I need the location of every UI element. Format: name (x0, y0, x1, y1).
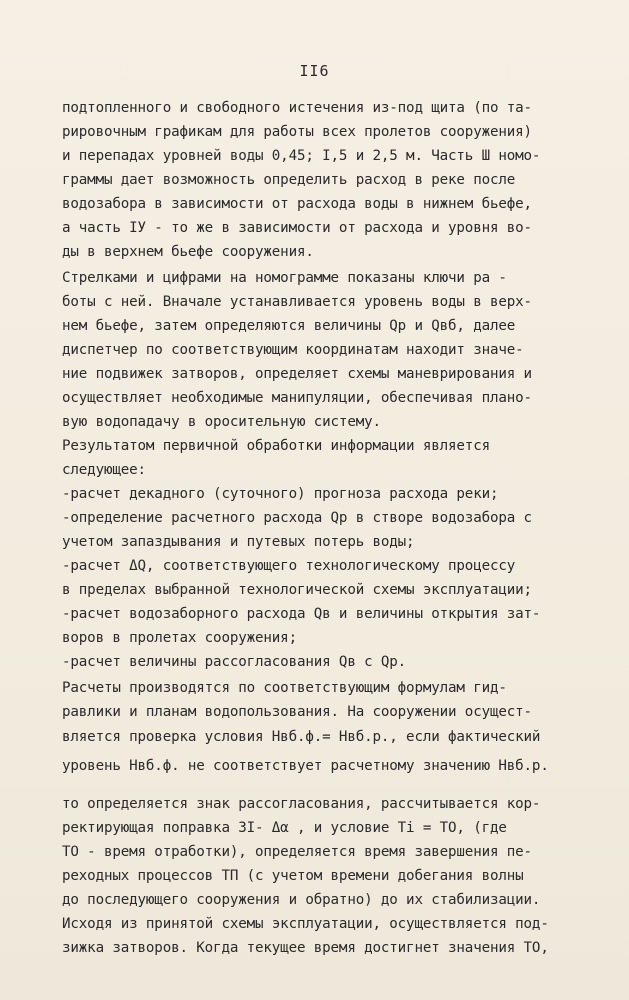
text-line: до последующего сооружения и обратно) до их стабилизации. (62, 892, 541, 908)
text-line: зижка затворов. Когда текущее время достигнет значения ТО, (62, 940, 549, 956)
text-line: рировочным графикам для работы всех пролетов сооружения) (62, 124, 532, 140)
text-line: осуществляет необходимые манипуляции, обеспечивая плано- (62, 390, 532, 406)
text-line: реходных процессов ТП (с учетом времени добегания волны (62, 868, 524, 884)
text-line: -расчет ΔQ, соответствующего технологическому процессу (62, 558, 516, 574)
text-line: нем бьефе, затем определяются величины Qр и Qвб, далее (62, 318, 516, 334)
text-line: и перепадах уровней воды 0,45; I,5 и 2,5 м. Часть Ш номо- (62, 148, 541, 164)
text-line: в пределах выбранной технологической схемы эксплуатации; (62, 582, 532, 598)
text-line: Исходя из принятой схемы эксплуатации, осуществляется под- (62, 916, 549, 932)
text-line: то определяется знак рассогласования, рассчитывается кор- (62, 796, 541, 812)
text-line: -расчет декадного (суточного) прогноза расхода реки; (62, 486, 499, 502)
text-line: равлики и планам водопользования. На сооружении осущест- (62, 704, 532, 720)
text-line: ТО - время отработки), определяется время завершения пе- (62, 844, 532, 860)
text-line: вую водопадачу в оросительную систему. (62, 414, 381, 430)
text-line: ды в верхнем бьефе сооружения. (62, 244, 314, 260)
text-line: водозабора в зависимости от расхода воды в нижнем бьефе, (62, 196, 532, 212)
text-line: воров в пролетах сооружения; (62, 630, 297, 646)
text-line: диспетчер по соответствующим координатам находит значе- (62, 342, 524, 358)
text-line: уровень Hвб.ф. не соответствует расчетному значению Hвб.р. (62, 758, 549, 774)
text-line: -расчет величины рассогласования Qв с Qр. (62, 654, 407, 670)
text-line: ректирующая поправка ЗI- Δα , и условие Ti = ТО, (где (62, 820, 507, 836)
text-line: Расчеты производятся по соответствующим формулам гид- (62, 680, 507, 696)
text-line: учетом запаздывания и путевых потерь воды; (62, 534, 415, 550)
text-line: подтопленного и свободного истечения из-под щита (по та- (62, 100, 532, 116)
text-line: Результатом первичной обработки информации является (62, 438, 490, 454)
text-line: вляется проверка условия Hвб.ф.= Hвб.р., если фактический (62, 729, 541, 745)
text-line: граммы дает возможность определить расход в реке после (62, 172, 516, 188)
text-line: а часть IУ - то же в зависимости от расхода и уровня во- (62, 220, 532, 236)
text-line: -определение расчетного расхода Qр в створе водозабора с (62, 510, 532, 526)
text-line: ние подвижек затворов, определяет схемы маневрирования и (62, 366, 532, 382)
text-line: Стрелками и цифрами на номограмме показаны ключи ра - (62, 270, 507, 286)
text-line: следующее: (62, 462, 146, 478)
page-number: II6 (299, 62, 330, 80)
text-line: -расчет водозаборного расхода Qв и величины открытия зат- (62, 606, 541, 622)
text-line: боты с ней. Вначале устанавливается уровень воды в верх- (62, 294, 532, 310)
